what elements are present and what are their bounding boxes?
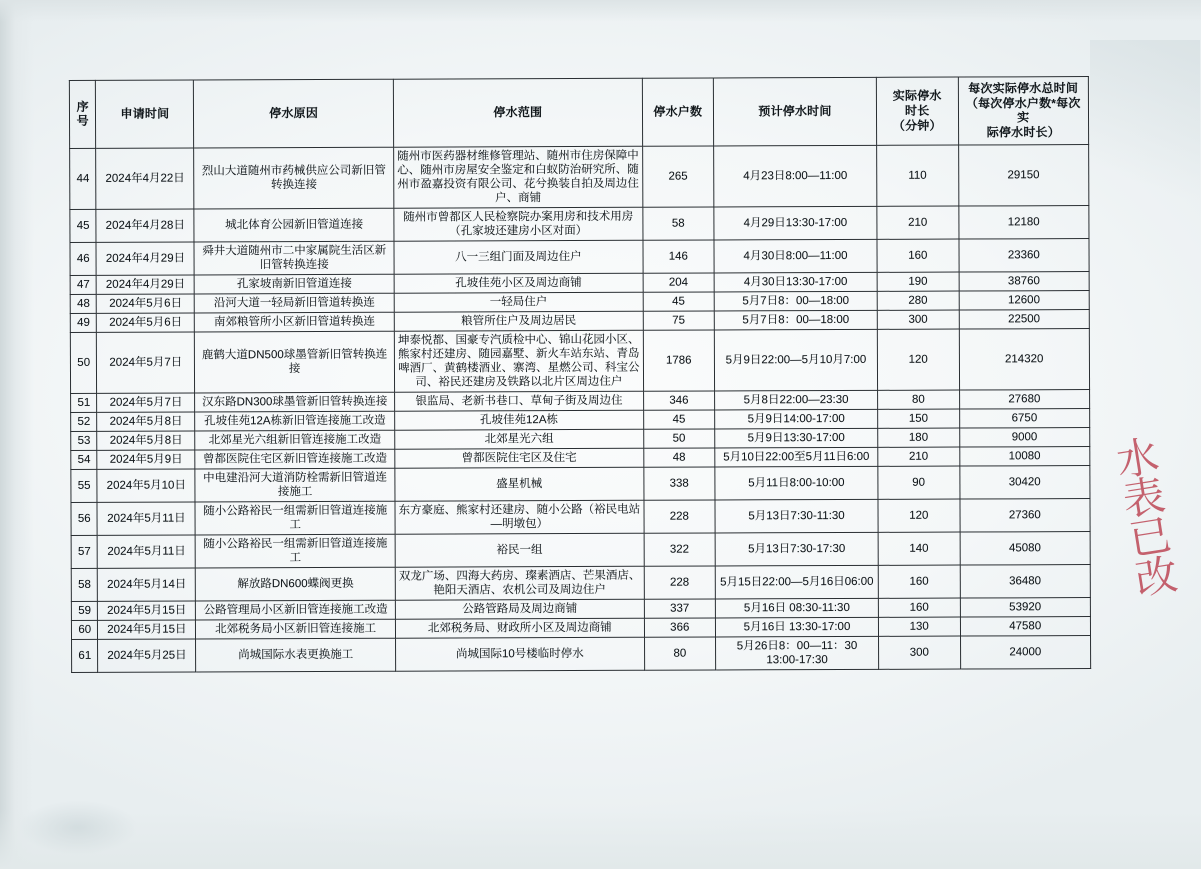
cell-scope: 北郊星光六组: [395, 429, 644, 449]
cell-duration: 120: [878, 499, 960, 532]
cell-duration: 280: [877, 291, 959, 310]
cell-households: 228: [644, 566, 715, 599]
table-row: [72, 635, 1091, 672]
cell-planned-time: 5月7日8：00—18:00: [714, 291, 877, 311]
cell-planned-time: 5月8日22:00—23:30: [715, 390, 878, 410]
cell-duration: 190: [877, 272, 959, 291]
cell-scope: 北郊税务局、财政所小区及周边商铺: [395, 618, 644, 638]
column-header-scope: 停水范围: [393, 78, 642, 146]
cell-planned-time: 5月9日14:00-17:00: [715, 409, 878, 429]
cell-reason: 鹿鹤大道DN500球墨管新旧管转换连接: [195, 331, 395, 393]
water-outage-table-container: [69, 76, 1091, 673]
column-header-total-line1: 每次实际停水总时间: [968, 81, 1079, 96]
cell-planned-time: 4月29日13:30-17:00: [714, 206, 877, 240]
cell-households: 204: [643, 273, 714, 292]
cell-apply-date: 2024年5月15日: [98, 601, 196, 620]
table-row: [70, 328, 1089, 393]
cell-apply-date: 2024年5月7日: [97, 393, 195, 412]
cell-duration: 300: [877, 310, 959, 329]
cell-duration: 160: [878, 598, 960, 617]
cell-scope: 曾都医院住宅区及住宅: [395, 448, 644, 468]
water-outage-table: [69, 76, 1091, 673]
cell-reason: 公路管理局小区新旧管连接施工改造: [196, 600, 396, 620]
cell-planned-time: 4月23日8:00—11:00: [714, 145, 877, 207]
cell-reason: 孔家坡南新旧管道连接: [194, 274, 394, 294]
handwritten-red-note: 水 表 已 改: [1113, 433, 1181, 605]
cell-duration: 120: [877, 329, 959, 390]
cell-apply-date: 2024年5月6日: [97, 294, 195, 313]
table-row: [71, 531, 1090, 568]
cell-duration: 160: [878, 565, 960, 598]
cell-households: 75: [643, 311, 714, 330]
column-header-total-time: [958, 77, 1089, 145]
cell-households: 48: [643, 448, 714, 467]
column-header-duration: [876, 77, 958, 145]
cell-serial: 49: [70, 313, 97, 332]
cell-duration: 110: [877, 145, 959, 206]
cell-serial: 44: [70, 148, 97, 209]
cell-scope: 随州市曾都区人民检察院办案用房和技术用房（孔家坡还建房小区对面）: [394, 207, 643, 241]
cell-households: 50: [643, 429, 714, 448]
cell-total-time: 47580: [960, 616, 1091, 636]
column-header-duration-line2: 时长: [905, 103, 930, 118]
cell-planned-time: 5月9日22:00—5月10月7:00: [714, 329, 877, 391]
cell-households: 346: [643, 391, 714, 410]
cell-apply-date: 2024年4月29日: [97, 275, 195, 294]
cell-planned-time: 5月9日13:30-17:00: [715, 428, 878, 448]
cell-apply-date: 2024年5月9日: [97, 450, 195, 469]
cell-serial: 54: [71, 450, 98, 469]
cell-total-time: 12180: [958, 205, 1089, 239]
cell-households: 80: [644, 637, 715, 670]
column-header-duration-line1: 实际停水: [892, 88, 942, 104]
column-header-duration-line3: （分钟）: [892, 118, 942, 133]
cell-planned-time: 5月16日 13:30-17:00: [715, 617, 878, 637]
cell-reason: 烈山大道随州市药械供应公司新旧管转换连接: [194, 147, 394, 209]
cell-duration: 150: [878, 409, 960, 428]
cell-scope: 银监局、老新书巷口、草甸子街及周边住: [395, 391, 644, 411]
cell-apply-date: 2024年5月15日: [98, 620, 196, 639]
cell-planned-time: 5月10日22:00至5月11日6:00: [715, 447, 878, 467]
cell-planned-time: 5月13日7:30-17:30: [715, 532, 878, 566]
cell-duration: 160: [877, 239, 959, 272]
cell-serial: 61: [72, 639, 99, 672]
cell-total-time: 53920: [960, 597, 1091, 617]
cell-reason: 解放路DN600蝶阀更换: [196, 567, 396, 601]
cell-households: 58: [642, 207, 713, 240]
cell-planned-time: 5月16日 08:30-11:30: [715, 598, 878, 618]
cell-households: 1786: [643, 330, 715, 391]
table-header-row: [69, 77, 1088, 148]
cell-duration: 210: [877, 206, 959, 239]
cell-serial: 56: [71, 502, 98, 535]
table-row: [71, 564, 1090, 601]
cell-planned-time: 5月7日8：00—18:00: [714, 310, 877, 330]
cell-duration: 140: [878, 532, 960, 565]
cell-serial: 52: [71, 412, 98, 431]
cell-serial: 46: [70, 242, 97, 275]
cell-planned-time: 5月26日8：00—11：30 13:00-17:30: [715, 636, 878, 670]
cell-households: 265: [642, 145, 714, 206]
cell-duration: 90: [878, 466, 960, 499]
cell-planned-time: 4月30日8:00—11:00: [714, 239, 877, 273]
cell-serial: 45: [70, 209, 97, 242]
cell-scope: 粮管所住户及周边居民: [394, 311, 643, 331]
cell-scope: 东方豪庭、熊家村还建房、随小公路（裕民电站—明墩包）: [395, 500, 644, 534]
cell-reason: 沿河大道一轻局新旧管道转换连: [194, 293, 394, 313]
cell-apply-date: 2024年5月25日: [98, 639, 196, 672]
column-header-serial-line1: 序号: [76, 99, 89, 129]
cell-total-time: 36480: [960, 564, 1091, 598]
cell-apply-date: 2024年5月8日: [97, 431, 195, 450]
cell-serial: 57: [71, 535, 98, 568]
cell-total-time: 29150: [958, 144, 1089, 206]
cell-households: 146: [643, 240, 714, 273]
cell-total-time: 10080: [959, 446, 1090, 466]
cell-duration: 80: [878, 390, 960, 409]
cell-apply-date: 2024年5月6日: [97, 313, 195, 332]
column-header-serial: [69, 80, 96, 148]
cell-scope: 裕民一组: [395, 533, 644, 567]
cell-scope: 坤泰悦都、国豪专汽质检中心、锦山花园小区、熊家村还建房、随园嘉墅、新火车站东站、青岛啤酒厂、黄鹤楼酒业、寨湾、星燃公司、科宝公司、裕民还建房及铁路以北片区周边住户: [394, 330, 643, 392]
table-row: [71, 465, 1090, 502]
cell-reason: 城北体育公园新旧管道连接: [194, 208, 394, 242]
table-row: [70, 205, 1089, 242]
cell-total-time: 27360: [959, 498, 1090, 532]
cell-households: 45: [643, 410, 714, 429]
cell-serial: 51: [71, 393, 98, 412]
cell-reason: 曾都医院住宅区新旧管连接施工改造: [195, 449, 395, 469]
cell-total-time: 27680: [959, 389, 1090, 409]
cell-serial: 48: [70, 294, 97, 313]
scan-artifact-blotch: [18, 800, 138, 855]
cell-scope: 尚城国际10号楼临时停水: [396, 637, 645, 671]
cell-total-time: 214320: [959, 328, 1090, 390]
cell-households: 366: [644, 618, 715, 637]
cell-scope: 双龙广场、四海大药房、璨素酒店、芒果酒店、艳阳天酒店、农机公司及周边住户: [395, 566, 644, 600]
cell-duration: 300: [879, 636, 961, 669]
cell-total-time: 12600: [959, 290, 1090, 310]
table-body: [70, 144, 1091, 672]
cell-apply-date: 2024年4月29日: [96, 242, 194, 275]
page-edge-shadow-bottom: [0, 809, 1201, 869]
cell-reason: 随小公路裕民一组需新旧管道连接施工: [195, 534, 395, 568]
cell-scope: 盛星机械: [395, 467, 644, 501]
cell-serial: 59: [71, 601, 98, 620]
cell-apply-date: 2024年5月10日: [97, 469, 195, 502]
cell-planned-time: 5月13日7:30-11:30: [715, 499, 878, 533]
cell-planned-time: 4月30日13:30-17:00: [714, 272, 877, 292]
cell-total-time: 38760: [959, 271, 1090, 291]
page-edge-shadow-top: [0, 0, 1201, 22]
cell-reason: 汉东路DN300球墨管新旧管转换连接: [195, 392, 395, 412]
table-row: [70, 144, 1089, 209]
cell-households: 322: [644, 533, 715, 566]
cell-reason: 南郊粮管所小区新旧管道转换连: [195, 312, 395, 332]
cell-scope: 八一三组门面及周边住户: [394, 240, 643, 274]
cell-total-time: 24000: [960, 635, 1091, 669]
cell-serial: 55: [71, 469, 98, 502]
column-header-total-line3: 际停水时长）: [986, 125, 1060, 140]
cell-reason: 中电建沿河大道消防栓需新旧管道连接施工: [195, 468, 395, 502]
cell-scope: 孔坡佳苑小区及周边商铺: [394, 273, 643, 293]
cell-reason: 孔坡佳苑12A栋新旧管连接施工改造: [195, 411, 395, 431]
column-header-planned-time: 预计停水时间: [713, 77, 876, 145]
cell-reason: 舜井大道随州市二中家属院生活区新旧管转换连接: [194, 241, 394, 275]
cell-scope: 公路管路局及周边商铺: [395, 599, 644, 619]
cell-apply-date: 2024年4月28日: [96, 209, 194, 242]
cell-scope: 一轻局住户: [394, 292, 643, 312]
scan-artifact-gradient: [1090, 40, 1200, 220]
cell-total-time: 9000: [959, 427, 1090, 447]
cell-planned-time: 5月11日8:00-10:00: [715, 466, 878, 500]
cell-total-time: 6750: [959, 408, 1090, 428]
column-header-reason: 停水原因: [194, 79, 394, 147]
cell-apply-date: 2024年5月7日: [97, 332, 195, 393]
table-row: [70, 238, 1089, 275]
cell-planned-time: 5月15日22:00—5月16日06:00: [715, 565, 878, 599]
cell-reason: 尚城国际水表更换施工: [196, 638, 396, 672]
cell-duration: 130: [878, 617, 960, 636]
cell-total-time: 22500: [959, 309, 1090, 329]
cell-reason: 北郊税务局小区新旧管连接施工: [196, 619, 396, 639]
cell-serial: 58: [71, 568, 98, 601]
cell-apply-date: 2024年5月11日: [97, 502, 195, 535]
cell-scope: 随州市医药器材维修管理站、随州市住房保障中心、随州市房屋安全鉴定和白蚁防治研究所、随州市盈嘉投资有限公司、花兮换装自拍及周边住户、商铺: [394, 146, 643, 208]
cell-total-time: 23360: [958, 238, 1089, 272]
cell-reason: 随小公路裕民一组需新旧管道连接施工: [195, 501, 395, 535]
column-header-households: 停水户数: [642, 78, 714, 146]
cell-apply-date: 2024年5月14日: [98, 568, 196, 601]
cell-households: 228: [644, 500, 715, 533]
cell-reason: 北郊星光六组新旧管连接施工改造: [195, 430, 395, 450]
cell-households: 337: [644, 599, 715, 618]
cell-serial: 53: [71, 431, 98, 450]
table-header: [69, 77, 1088, 148]
column-header-apply-date: 申请时间: [96, 80, 194, 148]
cell-duration: 180: [878, 428, 960, 447]
page-edge-shadow-left: [0, 0, 34, 869]
cell-apply-date: 2024年4月22日: [96, 147, 194, 208]
cell-serial: 47: [70, 275, 97, 294]
cell-total-time: 30420: [959, 465, 1090, 499]
column-header-total-line2: （每次停水户数*每次实: [965, 95, 1081, 125]
cell-apply-date: 2024年5月8日: [97, 412, 195, 431]
cell-serial: 60: [71, 620, 98, 639]
cell-scope: 孔坡佳苑12A栋: [395, 410, 644, 430]
cell-households: 45: [643, 292, 714, 311]
cell-duration: 210: [878, 447, 960, 466]
cell-households: 338: [643, 467, 714, 500]
cell-total-time: 45080: [960, 531, 1091, 565]
cell-apply-date: 2024年5月11日: [98, 535, 196, 568]
table-row: [71, 498, 1090, 535]
cell-serial: 50: [70, 332, 97, 393]
